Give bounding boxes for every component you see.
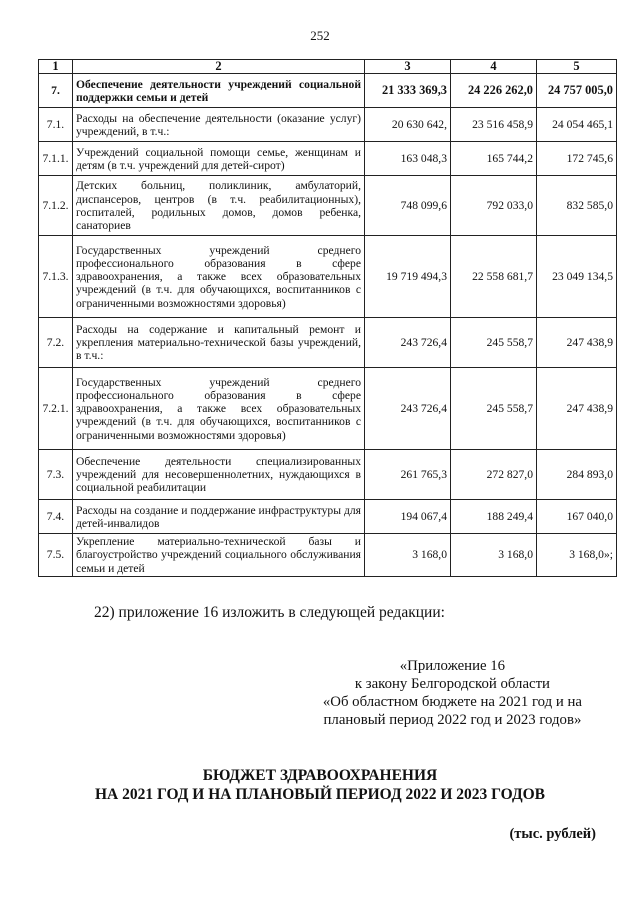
value-2022: 245 558,7: [451, 368, 537, 450]
column-header: 1: [39, 60, 73, 74]
value-2023: 247 438,9: [537, 368, 617, 450]
table-row: [39, 142, 617, 176]
title-line: НА 2021 ГОД И НА ПЛАНОВЫЙ ПЕРИОД 2022 И 2023 ГОДОВ: [95, 786, 545, 803]
row-description: Расходы на создание и поддержание инфраструктуры для детей-инвалидов: [73, 500, 365, 534]
value-2022: 22 558 681,7: [451, 236, 537, 318]
row-description: Расходы на содержание и капитальный ремонт и укрепления материально-технической базы учреждений, в т.ч.:: [73, 318, 365, 368]
appendix-line: «Приложение 16: [399, 658, 506, 674]
units-label: (тыс. рублей): [509, 826, 596, 842]
value-2023: 247 438,9: [537, 318, 617, 368]
value-2023: 284 893,0: [537, 450, 617, 500]
budget-table: [38, 59, 617, 577]
row-description: Государственных учреждений среднего профессионального образования в сфере здравоохранения, а также всех образовательных учреждений (в т.ч. для обучающихся, воспитанников с ограниченными возможностями здоровья): [73, 236, 365, 318]
value-2023: 172 745,6: [537, 142, 617, 176]
value-2022: 3 168,0: [451, 534, 537, 577]
value-2021: 243 726,4: [365, 318, 451, 368]
table-row: [39, 108, 617, 142]
value-2022: 272 827,0: [451, 450, 537, 500]
value-2022: 792 033,0: [451, 176, 537, 236]
row-description: Укрепление материально-технической базы и благоустройство учреждений социального обслуживания семьи и детей: [73, 534, 365, 577]
row-description: Детских больниц, поликлиник, амбулаторий, диспансеров, центров (в т.ч. реабилитационных), госпиталей, родильных домов, домов ребенка, санаториев: [73, 176, 365, 236]
value-2023: 3 168,0»;: [537, 534, 617, 577]
value-2023: 24 054 465,1: [537, 108, 617, 142]
table-row: [39, 236, 617, 318]
table-row: [39, 74, 617, 108]
value-2023: 24 757 005,0: [537, 74, 617, 108]
table-row: [39, 318, 617, 368]
value-2022: 188 249,4: [451, 500, 537, 534]
row-code: 7.5.: [39, 534, 73, 577]
value-2021: 19 719 494,3: [365, 236, 451, 318]
table-row: [39, 176, 617, 236]
row-code: 7.1.2.: [39, 176, 73, 236]
column-header: 4: [451, 60, 537, 74]
appendix-line: «Об областном бюджете на 2021 год и на: [322, 694, 582, 710]
page-number: 252: [310, 28, 330, 43]
row-code: 7.4.: [39, 500, 73, 534]
row-description: Расходы на обеспечение деятельности (оказание услуг) учреждений, в т.ч.:: [73, 108, 365, 142]
row-code: 7.3.: [39, 450, 73, 500]
row-description: Обеспечение деятельности учреждений социальной поддержки семьи и детей: [73, 74, 365, 108]
column-header: 2: [73, 60, 365, 74]
value-2021: 748 099,6: [365, 176, 451, 236]
document-title: [0, 766, 640, 804]
value-2023: 23 049 134,5: [537, 236, 617, 318]
row-code: 7.1.3.: [39, 236, 73, 318]
table-row: [39, 534, 617, 577]
value-2021: 21 333 369,3: [365, 74, 451, 108]
row-description: Учреждений социальной помощи семье, женщинам и детям (в т.ч. учреждений для детей-сирот): [73, 142, 365, 176]
table-header-row: [39, 60, 617, 74]
value-2022: 165 744,2: [451, 142, 537, 176]
value-2021: 243 726,4: [365, 368, 451, 450]
value-2022: 23 516 458,9: [451, 108, 537, 142]
table-row: [39, 450, 617, 500]
table-row: [39, 368, 617, 450]
row-code: 7.1.1.: [39, 142, 73, 176]
column-header: 5: [537, 60, 617, 74]
value-2021: 163 048,3: [365, 142, 451, 176]
appendix-heading: [323, 657, 582, 729]
value-2023: 832 585,0: [537, 176, 617, 236]
row-code: 7.2.1.: [39, 368, 73, 450]
row-code: 7.: [39, 74, 73, 108]
row-code: 7.1.: [39, 108, 73, 142]
table-row: [39, 500, 617, 534]
appendix-line: плановый период 2022 год и 2023 годов»: [323, 712, 582, 728]
value-2021: 20 630 642,: [365, 108, 451, 142]
column-header: 3: [365, 60, 451, 74]
value-2023: 167 040,0: [537, 500, 617, 534]
value-2021: 3 168,0: [365, 534, 451, 577]
appendix-line: к закону Белгородской области: [354, 676, 550, 692]
value-2022: 245 558,7: [451, 318, 537, 368]
value-2021: 261 765,3: [365, 450, 451, 500]
row-description: Обеспечение деятельности специализированных учреждений для несовершеннолетних, нуждающихся в социальной реабилитации: [73, 450, 365, 500]
value-2022: 24 226 262,0: [451, 74, 537, 108]
row-description: Государственных учреждений среднего профессионального образования в сфере здравоохранения, а также всех образовательных учреждений (в т.ч. для обучающихся, воспитанников с ограниченными возможностями здоровья): [73, 368, 365, 450]
value-2021: 194 067,4: [365, 500, 451, 534]
row-code: 7.2.: [39, 318, 73, 368]
amendment-paragraph: 22) приложение 16 изложить в следующей редакции:: [94, 604, 445, 621]
title-line: БЮДЖЕТ ЗДРАВООХРАНЕНИЯ: [202, 767, 438, 784]
